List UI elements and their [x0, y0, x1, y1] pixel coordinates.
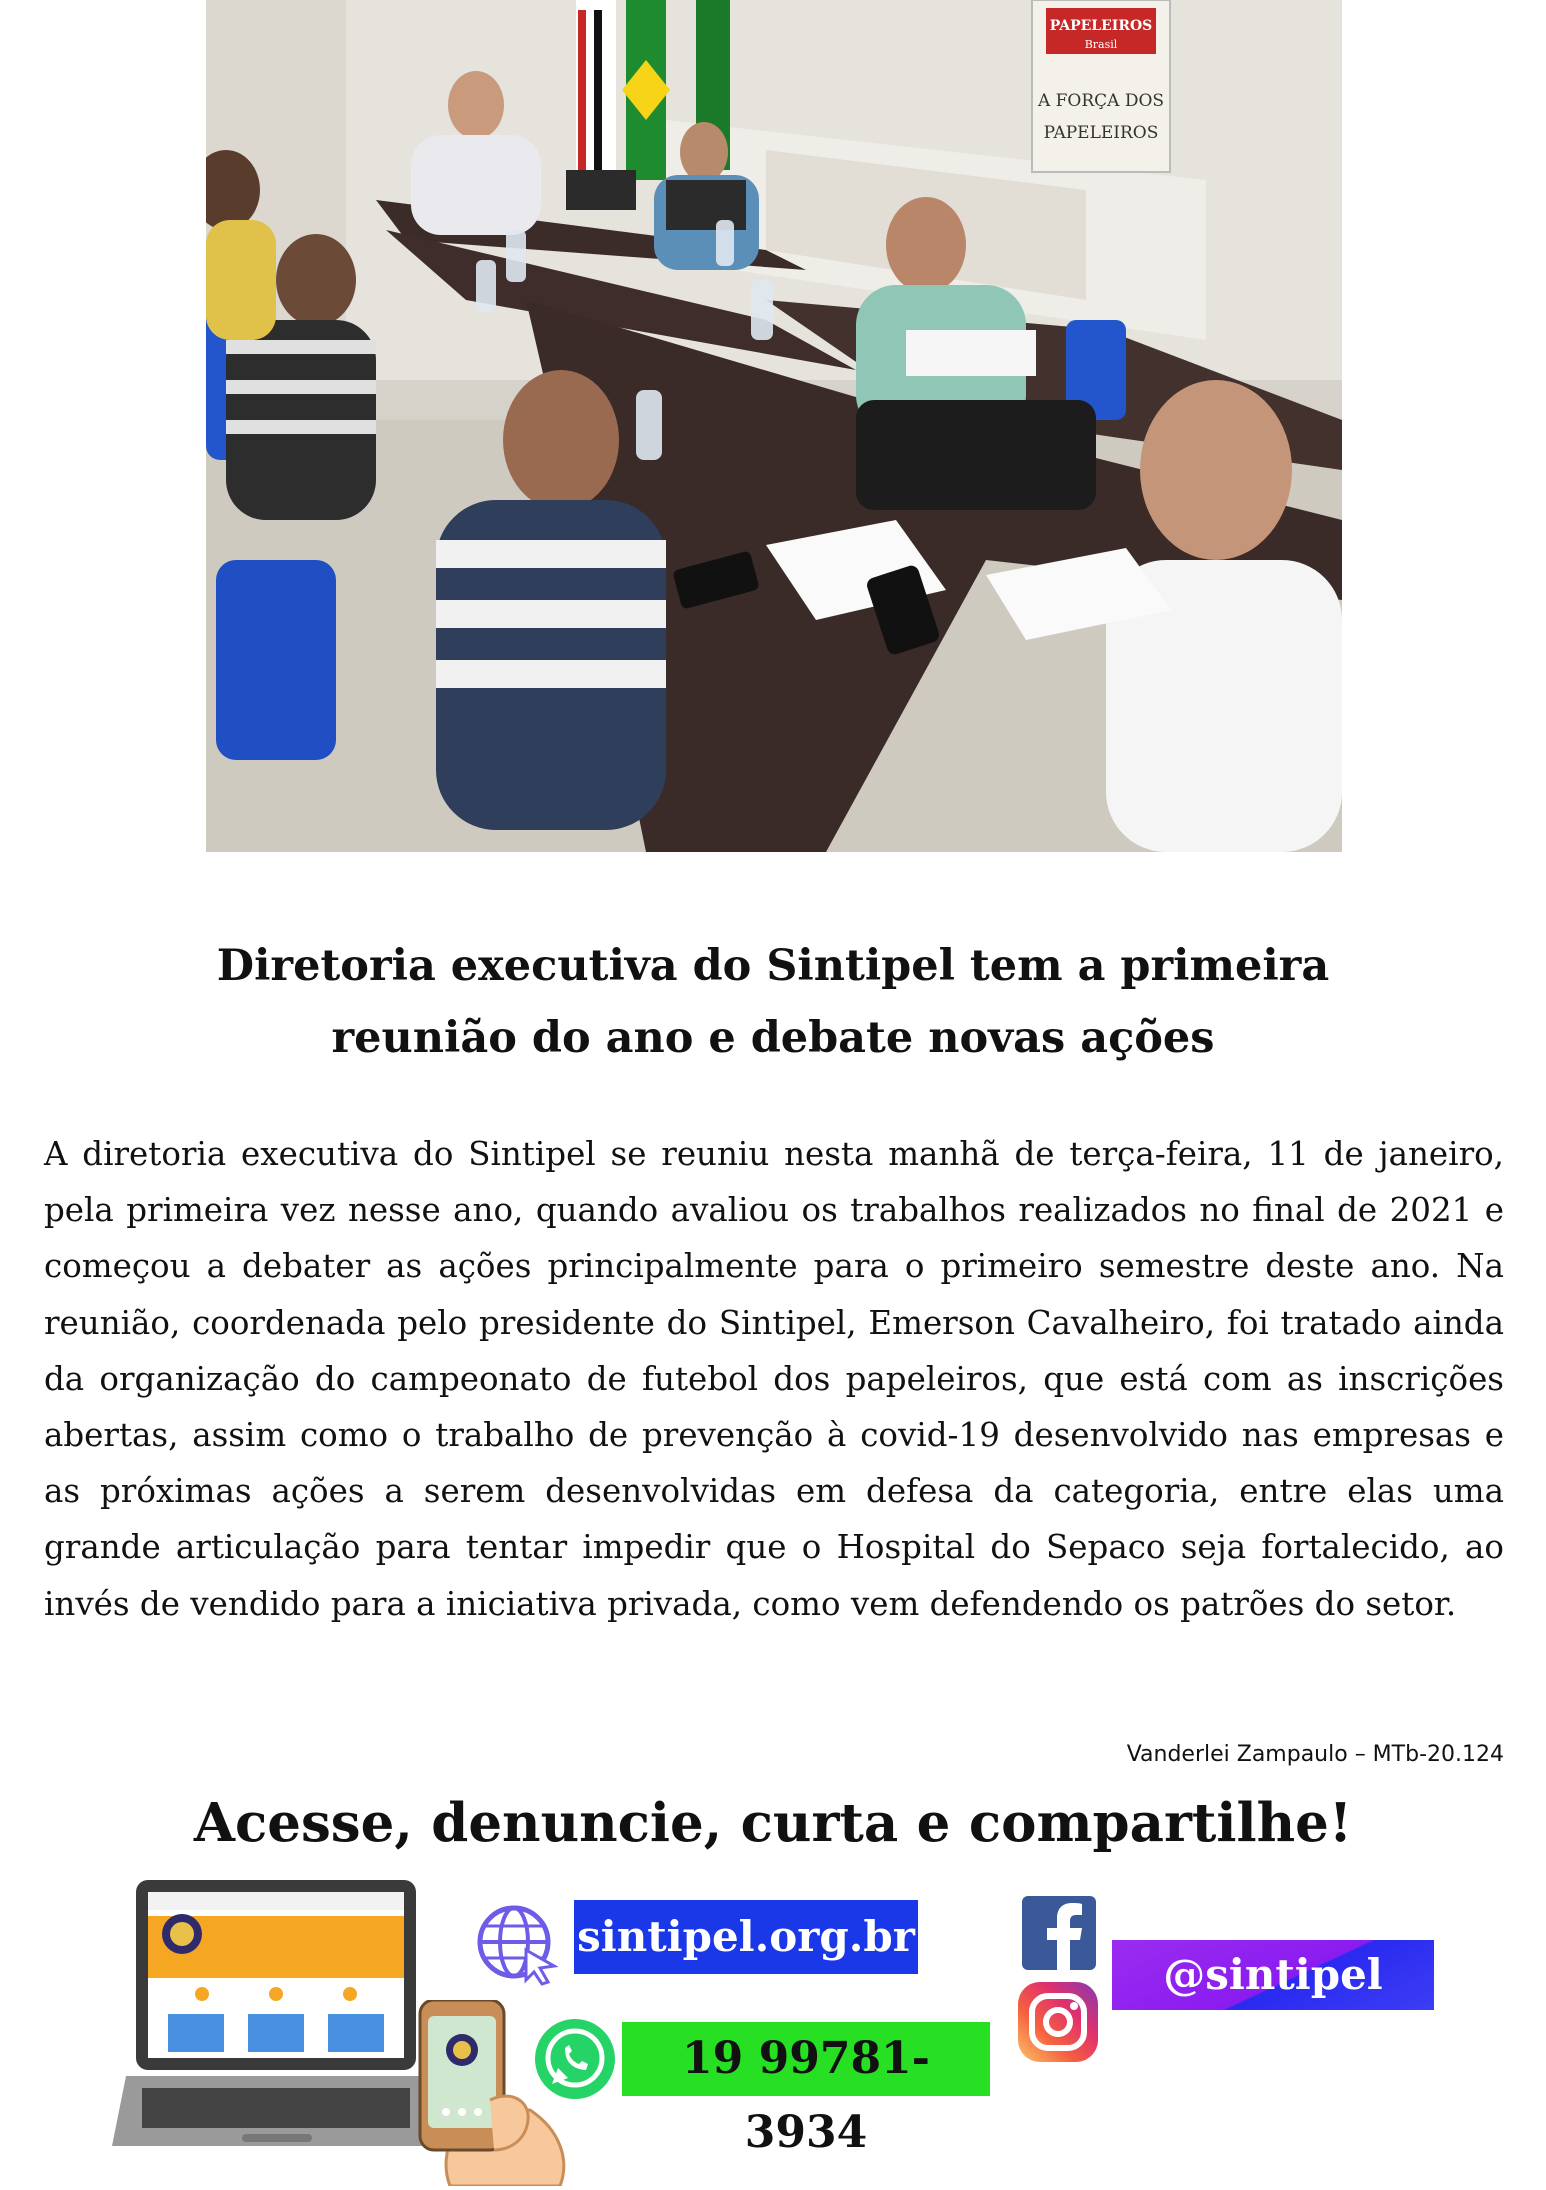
byline: Vanderlei Zampaulo – MTb-20.124 — [1126, 1742, 1504, 1767]
meeting-photo — [206, 0, 1342, 852]
meeting-photo-illustration — [206, 0, 1342, 852]
globe-icon — [474, 1902, 558, 1986]
banner-line2-text: PAPELEIROS — [1043, 123, 1159, 143]
instagram-icon[interactable] — [1016, 1980, 1100, 2064]
phone-number-link[interactable]: 19 99781-3934 — [622, 2022, 990, 2096]
article-body: A diretoria executiva do Sintipel se reuniu nesta manhã de terça-feira, 11 de janeiro, pela primeira vez nesse ano, quando avaliou os trabalhos realizados no final de 2021 e começou a debater as ações principalmente para o primeiro semestre deste ano. Na reunião, coordenada pelo presidente do Sintipel, Emerson Cavalheiro, foi tratado ainda da organização do campeonato de futebol dos papeleiros, que está com as inscrições abertas, assim como o trabalho de prevenção à covid-19 desenvolvido nas empresas e as próximas ações a serem desenvolvidas em defesa da categoria, entre elas uma grande articulação para tentar impedir que o Hospital do Sepaco seja fortalecido, ao invés de vendido para a iniciativa privada, como vem defendendo os patrões do setor. — [44, 1135, 1504, 1623]
website-link[interactable]: sintipel.org.br — [574, 1900, 918, 1974]
headline-line-2: reunião do ano e debate novas ações — [331, 1013, 1215, 1063]
social-handle-link[interactable]: @sintipel — [1112, 1940, 1434, 2010]
call-to-action: Acesse, denuncie, curta e compartilhe! — [193, 1792, 1353, 1854]
facebook-icon[interactable] — [1022, 1896, 1096, 1970]
article-headline — [120, 930, 1426, 1074]
headline-line-1: Diretoria executiva do Sintipel tem a primeira — [216, 941, 1330, 991]
whatsapp-icon[interactable] — [530, 2014, 620, 2104]
laptop-icon — [112, 1876, 442, 2186]
banner-line1-text: A FORÇA DOS — [1037, 91, 1165, 111]
banner-sub-text: Brasil — [1084, 38, 1118, 51]
banner-top-text: PAPELEIROS — [1049, 18, 1153, 34]
